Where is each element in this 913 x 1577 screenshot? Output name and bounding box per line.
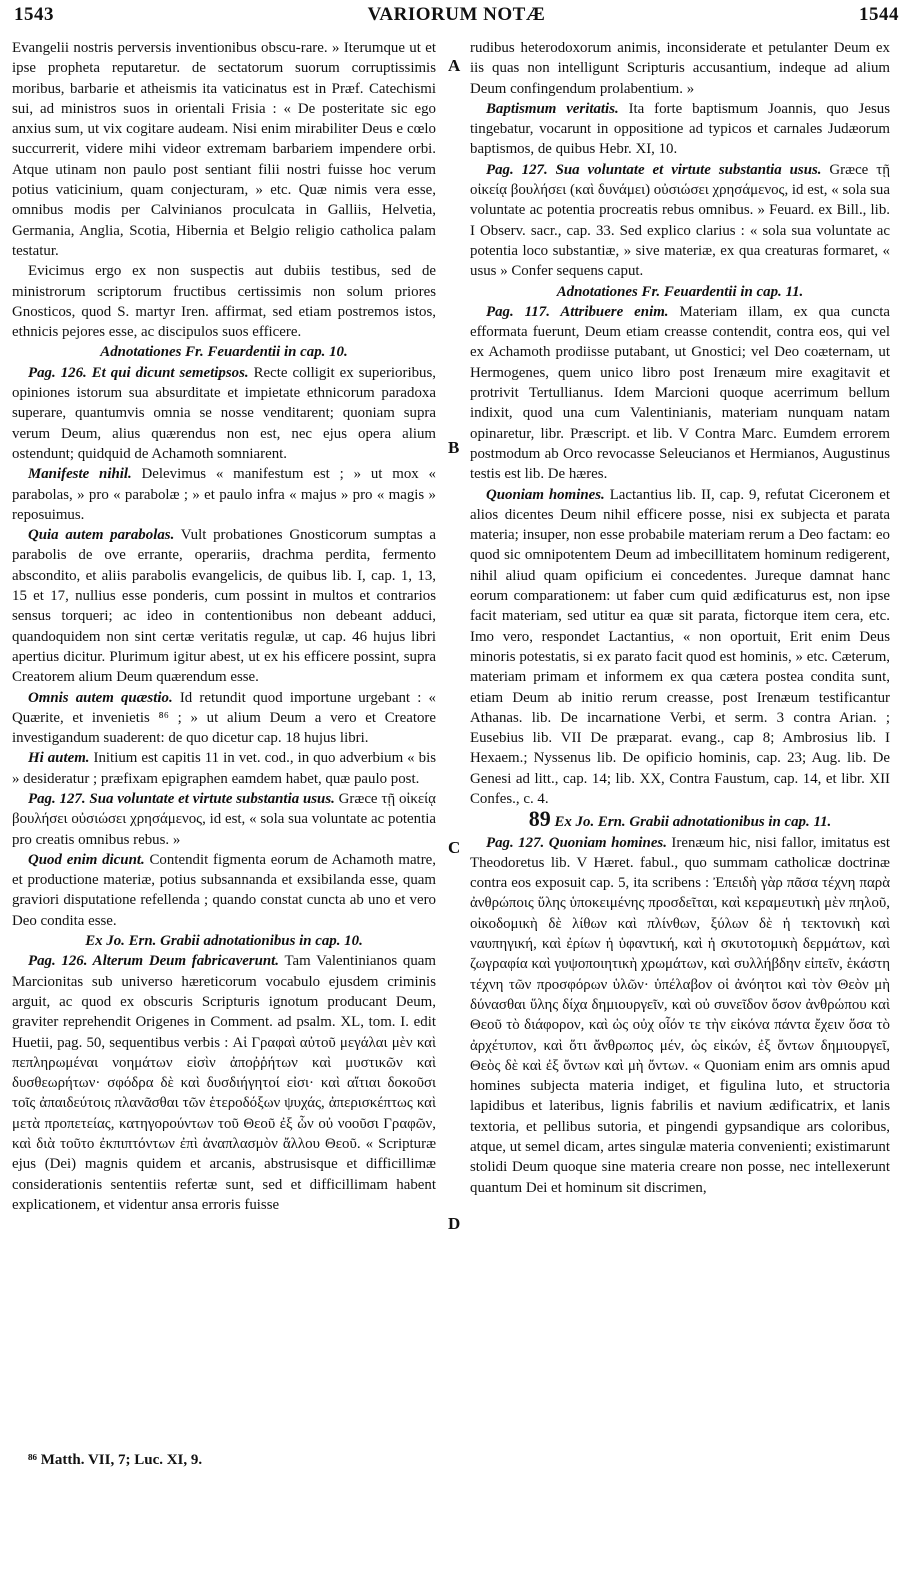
lemma: Quoniam homines. [486,486,605,503]
paragraph-text: Ita forte baptismum Joannis, quo Jesus tingebatur, vocarunt in oppositione ad typicos et carnales Judæorum baptismos, de quibus Hebr. XI, 10. [470,100,890,158]
margin-marker-c: C [448,838,461,857]
paragraph [12,850,436,931]
paragraph-text: Vult probationes Gnosticorum sumptas a parabolis de ove errante, operariis, drachma perdita, fermento abscondito, et aliis parabolis evangelicis, de quibus lib. I, cap. 1, 13, 15 et 17, nullius esse ponderis, cum possint in multos et contrarios sensus torqueri; ac ideo in contentionibus non debeant adduci, quandoquidem non sint certæ veritatis regulæ, ut cap. 46 hujus libri apertius dicitur. Plurimum igitur abest, ut ex his efficere possint, supra Creatorem alium Deum quærendum esse. [12,527,436,686]
lemma: Quia autem parabolas. [28,527,175,544]
margin-marker-b: B [448,438,460,457]
lemma: Manifeste nihil. [28,466,132,483]
lemma: Hi autem. [28,750,90,767]
paragraph-text: rudibus heterodoxorum animis, inconsiderate et petulanter Deum ex iis quas non intelligunt Scripturis accusantium, indeque ad alium Deum confingendum prolabentium. » [470,40,890,97]
paragraph-text: Evangelii nostris perversis inventionibus obscu-rare. » Iterumque ut et ipse propheta reputaretur. de sectatorum suorum corruptissimis moribus, barbarie et atheismis ita vaticinatus est in Præf. Catechismi sui, ad ministros suos in orientali Frisia : « De posteritate sic ego anxius sum, ut vix cogitare audeam. Nisi enim mirabiliter Deus e cœlo succurrerit, videre mihi videor extremam barbariem impendere orbi. Atque utinam non paulo post sentiant filii nostri fuisse hoc verum potius vaticinium, quam conjecturam, » etc. Quæ nimis vera esse, omnibus modis per Calvinianos proculcata in Galliis, Helvetia, Germania, Anglia, Scotia, Hibernia et Belgio religio catholica palam testatur. [12,40,436,259]
paragraph-text: Græce τῇ οἰκείᾳ βουλήσει (καὶ δυνάμει) οὐσιώσει χρησάμενος, id est, « sola sua voluntate ac potentia procreatis rebus omnibus. » Feuard. ex Bill., lib. I Observ. sacr., cap. 33. Sed explico clarius : « sola sua voluntate ac potentia loco substantiæ, » sive materiæ, ex qua creaturas formaret, « usus » Confer sequens caput. [470,161,890,280]
paragraph [470,806,890,832]
paragraph-text: Contendit figmenta eorum de Achamoth matre, et productione materiæ, potius subsannanda et exsibilanda esse, quam graviori disputatione refellenda ; quando constat cuncta ab uno et vero Deo condita esse. [12,851,436,929]
left-column [12,38,436,1215]
paragraph [470,38,890,99]
paragraph-text: Græce τῇ οἰκείᾳ βουλήσει οὐσιώσει χρησάμενος, id est, « sola sua voluntate ac potentia pro creatis omnibus rebus. » [12,790,436,848]
right-page-number: 1544 [859,4,899,25]
paragraph [12,951,436,1215]
paragraph [12,688,436,749]
paragraph [12,38,436,261]
paragraph [12,261,436,342]
lemma: Pag. 126. Alterum Deum fabricaverunt. [28,953,280,970]
left-page-number: 1543 [14,4,54,25]
paragraph-text: Delevimus « manifestum est ; » ut mox « parabolas, » pro « parabolæ ; » et paulo infra « majus » pro « magis » reposuimus. [12,466,436,523]
paragraph [12,525,436,687]
paragraph-text: Irenæum hic, nisi fallor, imitatus est Theodoretus lib. V Hæret. fabul., quo summam catholicæ doctrinæ contra eos exposuit cap. 5, ita scribens : Ἐπειδὴ γὰρ πᾶσα τέχνη παρὰ ἀνθρώποις ὕλης ὑποκειμένης προσδεῖται, καὶ κεραμευτικὴ μὲν πηλοῦ, οἰκοδομικὴ δὲ λίθων καὶ πλίνθων, ξύλων δὲ ἡ τεκτονικὴ καὶ ναυπηγική, καὶ ἐρίων ἡ ὑφαντική, καὶ ἡ σκυτοτομικὴ δερμάτων, καὶ ζωγραφία καὶ γυψοποιητικὴ χρωμάτων, καὶ συλλήβδην εἰπεῖν, ἑκάστη τέχνη τῶν προσφόρων ὑλῶν· ὑπέλαβον οἱ ἀνόητοι καὶ τὸν Θεὸν μὴ δύνασθαι ὕλης δίχα δημιουργεῖν, καὶ οὐ συνεῖδον ὅσον ἀνθρώπου καὶ Θεοῦ τὸ διάφορον, καὶ ὡς οὐχ οἷόν τε τὴν εἰκόνα πάντα ἔχειν ὅσα τὸ ἀρχέτυπον, καὶ ὅτι ἄνθρωπος μέν, ὡς εἰκών, ἐξ ὄντων δημιουργεῖ, Θεὸς δὲ καὶ ἐξ ὄντων καὶ μὴ ὄντων. « Quoniam enim ars omnis apud homines subjecta materia indiget, et figulina luto, et structoria lapidibus et lateribus, lignis fabrilis et navium ædificatrix, et lanis textoria, et pellibus sutoria, et pingendi gypsandique ars coloribus, atque, ut semel dicam, artes singulæ materia convenienti; existimarunt stolidi Deum quoque sine materia creare non posse, nec intellexerunt quantum Dei et hominum sit discrimen, [470,834,891,1196]
footnote: ⁸⁶ Matth. VII, 7; Luc. XI, 9. [28,1452,203,1468]
paragraph-text: Lactantius lib. II, cap. 9, refutat Ciceronem et alios dicentes Deum nihil efficere posse, nisi ex subjecta et parata materia; insuper, non esse probabile materiam rerum a Deo factam: eo quod sic omnipotentem Deum ad imbecillitatem hominum redigerent, nihil aliud quam opificium ei concedentes. Jureque damnat hanc eorum comparationem: ut faber cum quid ædificaturus est, non ipse facit materiam, sed utitur ea quæ sit parata, fictorque item cera, etc. Imo vero, respondet Lactantius, « non oportuit, Erit enim Deus minoris potestatis, si ex parato facit quod est hominis, » etc. Cæterum, materiam primam et informem ex qua cætera postea condita sunt, etiam Deum ab initio rerum creasse, post Irenæum testificantur Athanas. lib. De incarnatione Verbi, et serm. 3 contra Arian. ; Eusebius lib. VII De præparat. evang., cap 8; Ambrosius lib. I Hexaem.; Nyssenus lib. De opificio hominis, cap. 23; Aug. lib. De Genesi ad litt., cap. 14; lib. XX, Contra Faustum, cap. 14, et libr. XII Confes., c. 4. [470,486,890,807]
paragraph-text: Ex Jo. Ern. Grabii adnotationibus in cap. 10. [85,933,363,950]
lemma: Pag. 126. Et qui dicunt semetipsos. [28,364,249,381]
paragraph [12,931,436,951]
paragraph [470,99,890,160]
paragraph [12,748,436,789]
running-title: VARIORUM NOTÆ [367,4,546,25]
paragraph-text: Evicimus ergo ex non suspectis aut dubiis testibus, sed de ministrorum scriptorum fructibus certissimis non solum priores Gnosticos, quod S. martyr Iren. affirmat, sed etiam postremos istos, ethnicis pejores esse, ac discipulos suos efficere. [12,263,436,341]
paragraph-text: Adnotationes Fr. Feuardentii in cap. 11. [556,283,804,300]
paragraph-text: Initium est capitis 11 in vet. cod., in quo adverbium « bis » desideratur ; præfixam epigraphen eamdem habet, quæ paulo post. [12,750,437,787]
right-column [470,38,890,1198]
paragraph-text: Adnotationes Fr. Feuardentii in cap. 10. [100,344,348,361]
paragraph-text: Tam Valentinianos quam Marcionitas sub universo hæreticorum vocabulo ejusdem criminis arguit, ac quod ex obscuris Scripturis ignotum producant Deum, graviter reprehendit Origenes in Comment. ad psalm. XL, tom. I. edit Huetii, pag. 50, sequentibus verbis : Αἱ Γραφαὶ αὐτοῦ μεγάλαι μὲν καὶ πεπληρωμέναι νοημάτων εἰσὶν ἀποῤῥήτων καὶ μυστικῶν καὶ δυσθεωρήτων· σφόδρα δὲ καὶ δυσδιήγητοί εἰσι· καὶ αἴτιαι δοκοῦσι τοῖς ἀπαιδεύτοις πλανᾶσθαι τῶν ἑτεροδόξων ψυχάς, ἀπερισκέπτως καὶ μετὰ προπετείας, κατηγορούντων τοῦ Θεοῦ ἐξ ὧν οὐ νοοῦσι Γραφῶν, καὶ διὰ τοῦτο ἐκπιπτόντων ἐπὶ ἀναπλασμὸν ἄλλου Θεοῦ. « Scripturæ ejus (Dei) magnis quidem et arcanis, abstrusisque et difficillimæ considerationis sententiis refertæ sunt, sed et difficillimam habent explicationem, et videntur ansa erroris fuisse [12,953,437,1213]
paragraph-text: Id retundit quod importune urgebant : « Quærite, et invenietis ⁸⁶ ; » ut alium Deum a vero et Creatore investigandum suaderent: de quo dicetur cap. 18 hujus libri. [12,689,436,747]
paragraph-text: Ex Jo. Ern. Grabii adnotationibus in cap. 11. [550,814,832,831]
margin-marker-a: A [448,56,461,75]
lemma: Pag. 117. Attribuere enim. [486,303,669,320]
paragraph [470,160,890,282]
paragraph [12,363,436,464]
paragraph [12,464,436,525]
paragraph [470,833,890,1198]
section-number: 89 [528,806,551,832]
running-header [14,4,899,32]
lemma: Pag. 127. Sua voluntate et virtute substantia usus. [486,161,822,178]
lemma: Pag. 127. Sua voluntate et virtute substantia usus. [28,790,335,807]
paragraph [12,342,436,362]
paragraph-text: Recte colligit ex superioribus, opiniones istorum sua absurditate et impietate ethnicorum paradoxa superare, quantumvis omnia se nosse venditarent; quoniam supra verum Deum, alius quærendus non est, nec ejus opera alium ostendunt; quidquid de Achamoth somniarent. [12,364,437,462]
lemma: Quod enim dicunt. [28,851,145,868]
paragraph [470,485,890,810]
lemma: Baptismum veritatis. [486,100,619,117]
lemma: Omnis autem quæstio. [28,689,173,706]
margin-marker-d: D [448,1214,461,1233]
lemma: Pag. 127. Quoniam homines. [486,834,667,851]
paragraph [470,282,890,302]
paragraph [470,302,890,485]
paragraph [12,789,436,850]
paragraph-text: Materiam illam, ex qua cuncta efformata fuerunt, Deum etiam creasse contendit, contra eos, qui vel ex Achamoth prodiisse putabant, ut Gnostici; vel Deo coæternam, ut Hermogenes, quem unico libro post Irenæum mire exagitavit et protrivit Tertullianus. Idem Marcioni quoque acerrimum bellum indixit, quod una cum Valentinianis, materiam nunquam natam opinaretur, libr. Præscript. et lib. V Contra Marc. Eumdem errorem postmodum ab Orco revocasse Seleucianos et Hermianos, Augustinus testis est lib. De hæres. [470,303,890,483]
